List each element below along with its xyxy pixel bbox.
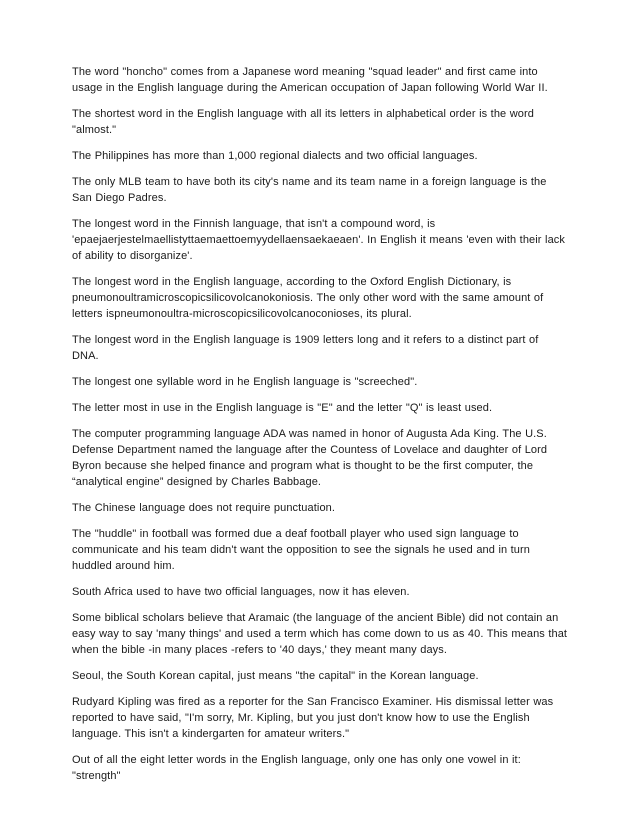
- paragraph: The only MLB team to have both its city's name and its team name in a foreign language is the San Diego Padres.: [72, 176, 547, 204]
- paragraph: The letter most in use in the English language is "E" and the letter "Q" is least used.: [72, 402, 493, 414]
- paragraph: The "huddle" in football was formed due a deaf football player who used sign language to communicate and his team didn't want the opposition to see the signals he used and in turn huddled around him.: [72, 528, 531, 572]
- document-body: [72, 64, 568, 784]
- paragraph: The longest word in the English language is 1909 letters long and it refers to a distinct part of DNA.: [72, 334, 539, 362]
- paragraph: Out of all the eight letter words in the English language, only one has only one vowel in it: "strength": [72, 754, 521, 782]
- paragraph: Rudyard Kipling was fired as a reporter for the San Francisco Examiner. His dismissal letter was reported to have said, "I'm sorry, Mr. Kipling, but you just don't know how to use the English language. This isn't a kindergarten for amateur writers.": [72, 696, 554, 740]
- paragraph: The computer programming language ADA was named in honor of Augusta Ada King. The U.S. Defense Department named the language after the Countess of Lovelace and daughter of Lord Byron because she helped finance and program what is thought to be the first computer, the “analytical engine” designed by Charles Babbage.: [72, 428, 548, 488]
- paragraph: The word "honcho" comes from a Japanese word meaning "squad leader" and first came into usage in the English language during the American occupation of Japan following World War II.: [72, 66, 548, 94]
- paragraph: South Africa used to have two official languages, now it has eleven.: [72, 586, 410, 598]
- paragraph: The Philippines has more than 1,000 regional dialects and two official languages.: [72, 150, 478, 162]
- paragraph: The longest one syllable word in he English language is "screeched".: [72, 376, 418, 388]
- paragraph: Seoul, the South Korean capital, just means "the capital" in the Korean language.: [72, 670, 479, 682]
- paragraph: The longest word in the Finnish language, that isn't a compound word, is 'epaejaerjestelmaellistyttaemaettoemyydellaensaekaeaen'. In English it means 'even with their lack of ability to disorganize'.: [72, 218, 565, 262]
- paragraph: The longest word in the English language, according to the Oxford English Dictionary, is pneumonoultramicroscopicsilicovolcanokoniosis. The only other word with the same amount of letters ispneumonoultra-microscopicsilicovolcanoconioses, its plural.: [72, 276, 544, 320]
- paragraph: The Chinese language does not require punctuation.: [72, 502, 336, 514]
- paragraph: Some biblical scholars believe that Aramaic (the language of the ancient Bible) did not contain an easy way to say 'many things' and used a term which has come down to us as 40. This means that when the bible -in many places -refers to '40 days,' they meant many days.: [72, 612, 568, 656]
- paragraph: The shortest word in the English language with all its letters in alphabetical order is the word "almost.": [72, 108, 534, 136]
